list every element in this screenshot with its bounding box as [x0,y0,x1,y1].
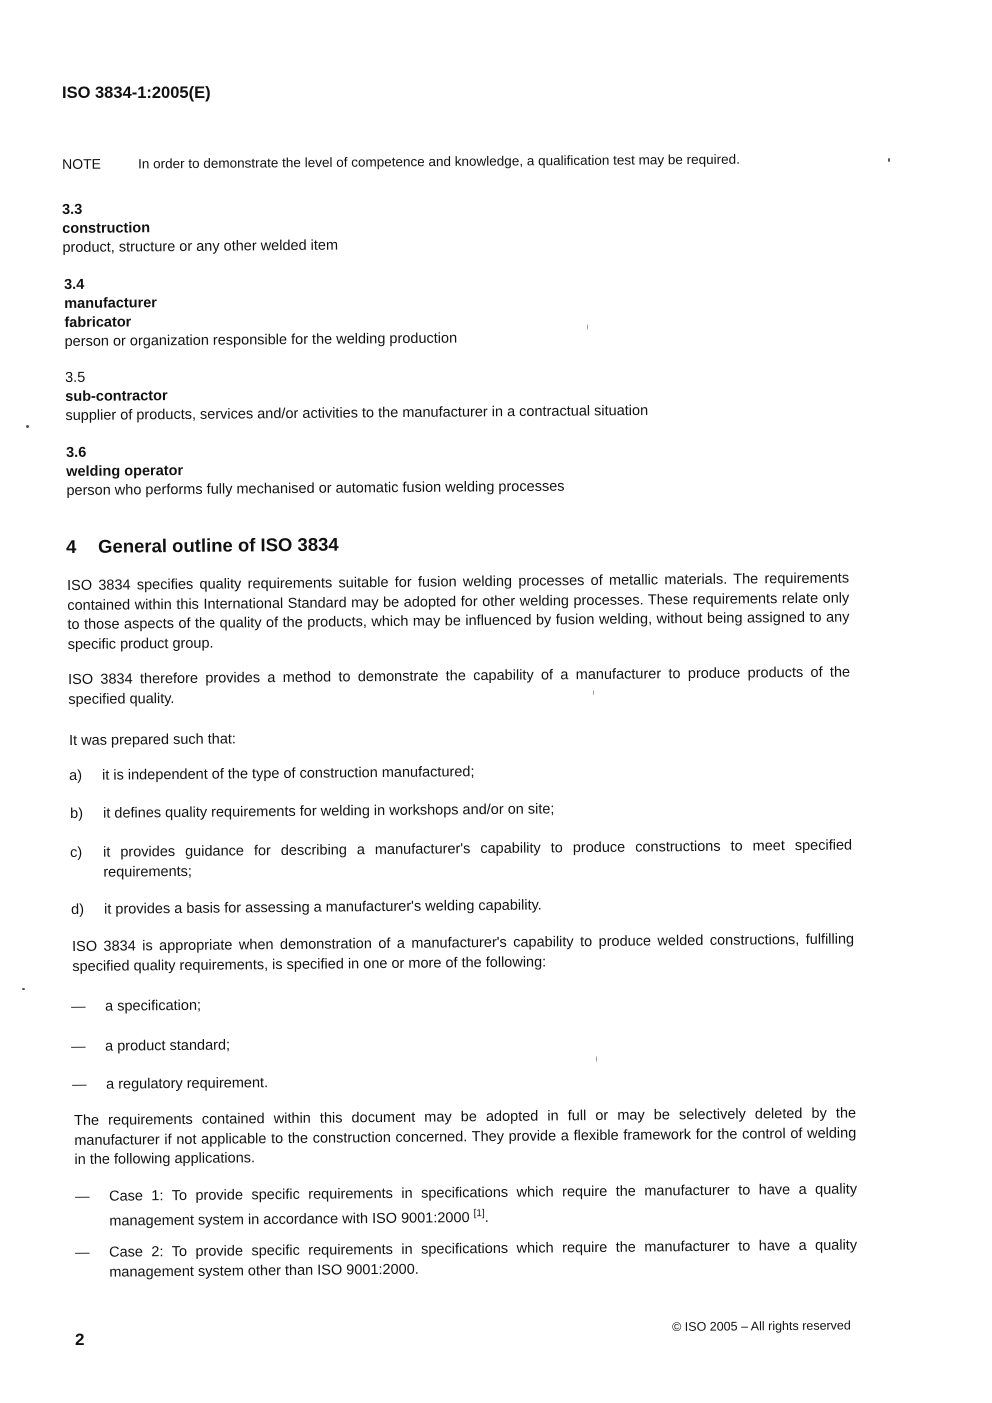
paragraph: ISO 3834 is appropriate when demonstration of a manufacturer's capability to produce welded constructions, fulfilling specified quality requirements, is specified in one or more of the following: [72,931,855,975]
paragraph: ISO 3834 specifies quality requirements suitable for fusion welding processes of metallic materials. The requirements contained within this International Standard may be adopted for other welding processes. These requirements relate only to those aspects of the quality of the products, which may be influenced by fusion welding, without being assigned to any specific product group. [67,570,850,653]
case-item [75,1236,857,1283]
document-header-title: ISO 3834-1:2005(E) [62,84,211,102]
scan-speck [593,690,594,695]
term-number: 3.5 [65,369,86,386]
bibliography-reference[interactable]: [1] [473,1207,485,1219]
scan-speck [888,158,890,162]
paragraph: The requirements contained within this document may be adopted in full or may be selectively deleted by the manufacturer if not applicable to the construction concerned. They provide a flexible framework for the control of welding in the following applications. [74,1105,857,1168]
dash-marker: — [75,1244,90,1261]
list-item [71,1030,853,1057]
list-marker: c) [70,844,83,861]
list-marker: b) [70,805,84,822]
list-text: a regulatory requirement. [106,1075,269,1093]
scan-speck [22,988,25,990]
scan-speck [26,425,29,428]
term-name: construction [62,220,151,237]
note-label: NOTE [62,155,102,172]
term-name: sub-contractor [65,388,168,405]
list-marker: d) [71,901,85,918]
term-number: 3.6 [66,444,87,461]
case-text [109,1180,857,1231]
term-entry [62,199,338,258]
list-text: it provides guidance for describing a manufacturer's capability to produce constructions to meet specified requirements; [103,837,853,881]
list-text: it is independent of the type of construction manufactured; [102,764,475,784]
list-item [71,893,853,920]
term-name-synonym: fabricator [64,314,132,331]
case-suffix: . [484,1209,489,1226]
term-entry [66,440,565,501]
list-text: a specification; [105,997,202,1015]
list-item [69,759,851,786]
scan-speck [596,1056,597,1062]
term-definition: person who performs fully mechanised or automatic fusion welding processes [66,478,565,499]
term-definition: product, structure or any other welded item [62,237,339,256]
case-text: Case 2: To provide specific requirements in specifications which require the manufacturer to have a quality management system other than ISO 9001:2000. [109,1237,858,1281]
list-text: a product standard; [105,1037,231,1055]
term-number: 3.3 [62,201,83,218]
note-text: In order to demonstrate the level of competence and knowledge, a qualification test may be required. [138,151,740,172]
case-item [75,1180,857,1231]
scan-speck [587,324,588,330]
term-definition: person or organization responsible for the welding production [64,330,458,350]
case-body: Case 1: To provide specific requirements in specifications which require the manufacturer to have a quality management system in accordance with ISO 9001:2000 [109,1181,858,1229]
term-entry [65,364,648,426]
list-item [72,1068,854,1095]
section-number: 4 [66,535,77,557]
dash-marker: — [72,1076,87,1093]
list-item [70,836,852,883]
note [62,151,740,172]
term-name: welding operator [66,462,184,480]
page-number: 2 [75,1330,85,1349]
term-entry [64,273,457,352]
copyright-notice: © ISO 2005 – All rights reserved [672,1318,851,1334]
term-name: manufacturer [64,295,157,312]
list-text: it defines quality requirements for welding in workshops and/or on site; [103,801,555,822]
list-item [70,797,852,824]
dash-marker: — [71,998,86,1015]
term-definition: supplier of products, services and/or activities to the manufacturer in a contractual situation [65,402,649,424]
dash-marker: — [71,1038,86,1055]
section-title: General outline of ISO 3834 [97,533,339,557]
list-marker: a) [69,767,83,784]
section-heading [66,534,339,558]
paragraph: It was prepared such that: [69,731,236,749]
term-number: 3.4 [64,276,85,293]
paragraph: ISO 3834 therefore provides a method to demonstrate the capability of a manufacturer to produce products of the specified quality. [68,664,851,708]
list-text: it provides a basis for assessing a manufacturer's welding capability. [104,897,542,918]
dash-marker: — [75,1188,90,1205]
list-item [71,990,853,1017]
